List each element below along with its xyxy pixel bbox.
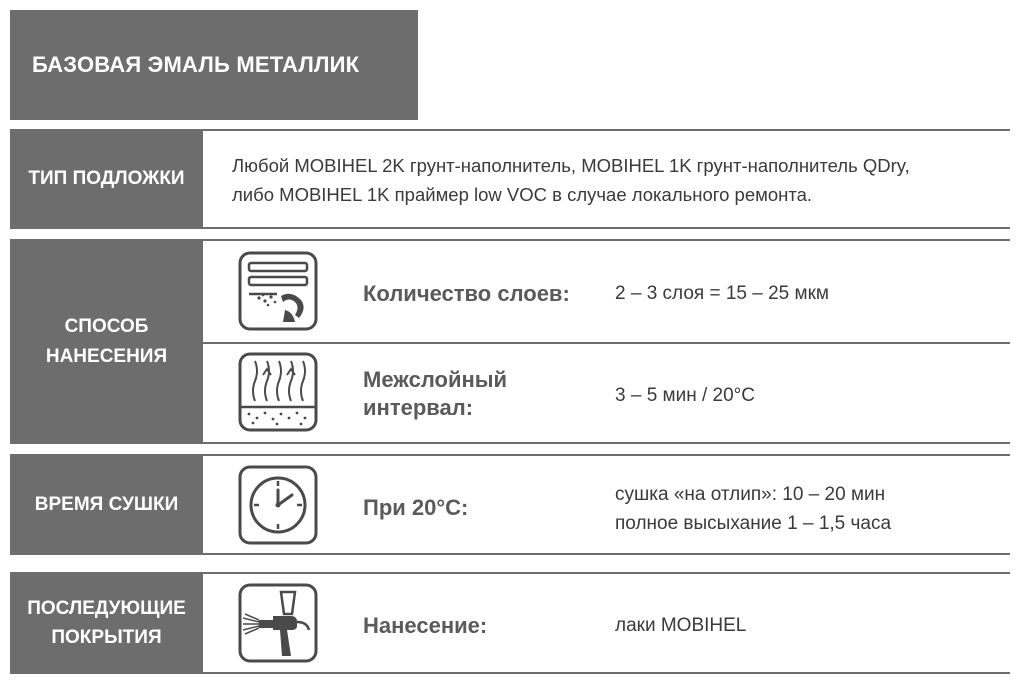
layers-value: 2 – 3 слоя = 15 – 25 мкм bbox=[615, 283, 829, 304]
layers-row bbox=[203, 241, 1010, 342]
interval-label-line: Межслойный bbox=[363, 367, 508, 392]
substrate-line: Любой MOBIHEL 2K грунт-наполнитель, MOBIHEL 1K грунт-наполнитель QDry, bbox=[232, 155, 910, 176]
interval-value: 3 – 5 мин / 20°С bbox=[615, 385, 755, 406]
drying-condition-label: При 20°С: bbox=[363, 495, 469, 520]
flash-off-icon bbox=[237, 351, 319, 433]
substrate-line: либо MOBIHEL 1K праймер low VOC в случае локального ремонта. bbox=[232, 184, 813, 205]
substrate-description bbox=[232, 151, 910, 209]
interval-label bbox=[363, 366, 507, 422]
substrate-label: ТИП ПОДЛОЖКИ bbox=[10, 129, 203, 229]
page-title: БАЗОВАЯ ЭМАЛЬ МЕТАЛЛИК bbox=[10, 10, 418, 120]
full-cure-time: полное высыхание 1 – 1,5 часа bbox=[615, 513, 892, 534]
topcoat-value: лаки MOBIHEL bbox=[615, 615, 747, 636]
topcoat-label: ПОСЛЕДУЮЩИЕ ПОКРЫТИЯ bbox=[10, 572, 203, 674]
application-section bbox=[10, 239, 1010, 444]
topcoat-application-label: Нанесение: bbox=[363, 613, 488, 638]
spray-gun-icon bbox=[237, 582, 319, 664]
topcoat-section bbox=[10, 572, 1010, 674]
substrate-section bbox=[10, 129, 1010, 229]
tack-free-time: сушка «на отлип»: 10 – 20 мин bbox=[615, 484, 886, 505]
interval-row bbox=[203, 344, 1010, 444]
drying-label: ВРЕМЯ СУШКИ bbox=[10, 454, 203, 555]
application-label: СПОСОБ НАНЕСЕНИЯ bbox=[10, 239, 203, 444]
clock-icon bbox=[237, 464, 319, 546]
drying-section bbox=[10, 454, 1010, 555]
interval-label-line: интервал: bbox=[363, 395, 474, 420]
topcoat-row bbox=[203, 574, 1010, 672]
spray-coats-icon bbox=[237, 250, 319, 332]
layers-label: Количество слоев: bbox=[363, 281, 570, 306]
drying-values bbox=[615, 480, 891, 538]
drying-row bbox=[203, 456, 1010, 553]
